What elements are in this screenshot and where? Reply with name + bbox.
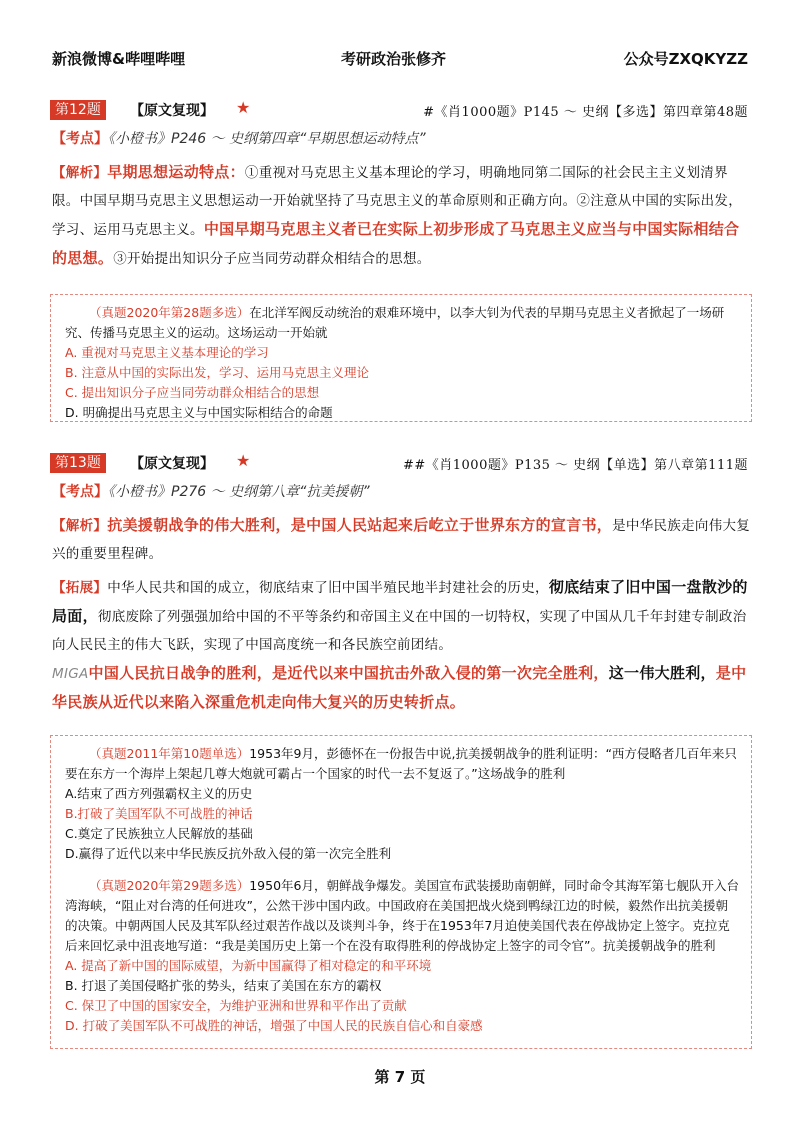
q12-option-c: C. 提出知识分子应当同劳动群众相结合的思想 (65, 385, 320, 400)
q13-box1-option-d: D.赢得了近代以来中华民族反抗外敌入侵的第一次完全胜利 (65, 846, 392, 861)
q13-question-box (50, 735, 752, 1049)
jiexi-part1: ①重视对马克思主义基本理论的学习，明确地同第二国际的社会民主主义划清界限。中国早期马克思主义思想运动一开始就坚持了马克思主义的革命原则和正确方向。②注意从中国的实际出发，学习、运用马克思主义。 (52, 165, 742, 238)
tuozhan-highlight-1: 中国人民抗日战争的胜利，是近代以来中国抗击外敌入侵的第一次完全胜利， (88, 664, 609, 682)
header-center: 考研政治张修齐 (341, 50, 447, 68)
kaodian-text: 《小橙书》P246 ～ 史纲第四章“早期思想运动特点” (108, 131, 426, 147)
q12-box-stem-text: 在北洋军阀反动统治的艰难环境中，以李大钊为代表的早期马克思主义者掀起了一场研究、传播马克思主义的运动。这场运动一开始就 (65, 305, 725, 340)
q13-box1-option-b: B.打破了美国军队不可战胜的神话 (65, 806, 253, 821)
tuozhan-highlight-2: 是中华民族从近代以来陷入深重危机走向伟大复兴的历史转折点。 (52, 664, 747, 711)
q13-box2-option-a: A. 提高了新中国的国际威望，为新中国赢得了相对稳定的和平环境 (65, 958, 432, 973)
q13-box1-src: （真题2011年第10题单选） (89, 746, 250, 761)
q13-box1-stem (65, 744, 739, 784)
q12-box-stem (65, 303, 739, 343)
tuozhan-part1: 中华人民共和国的成立，彻底结束了旧中国半殖民地半封建社会的历史， (107, 580, 549, 596)
q12-question-box (50, 294, 752, 422)
q12-option-d: D. 明确提出马克思主义与中国实际相结合的命题 (65, 405, 333, 420)
q12-jiexi (52, 158, 752, 273)
q13-title-row (50, 452, 106, 472)
q12-tag: 【原文复现】 (130, 103, 214, 119)
tuozhan-part2: 彻底废除了列强强加给中国的不平等条约和帝国主义在中国的一切特权，实现了中国从几千年封建专制政治向人民民主的伟大飞跃，实现了中国高度统一和各民族空前团结。 (52, 609, 747, 653)
q12-badge: 第12题 (50, 100, 106, 120)
kaodian-label: 【考点】 (52, 484, 108, 500)
q13-box2-option-b: B. 打退了美国侵略扩张的势头，结束了美国在东方的霸权 (65, 978, 382, 993)
jiexi-rest: 是中华民族走向伟大复兴的重要里程碑。 (52, 518, 751, 562)
q12-kaodian (52, 128, 426, 148)
star-icon: ★ (236, 98, 251, 117)
miga-watermark: MIGA (52, 666, 89, 682)
q12-option-a: A. 重视对马克思主义基本理论的学习 (65, 345, 269, 360)
q13-box2-option-c: C. 保卫了中国的国家安全，为维护亚洲和世界和平作出了贡献 (65, 998, 407, 1013)
q13-tag: 【原文复现】 (130, 456, 214, 472)
q13-box1-option-a: A.结束了西方列强霸权主义的历史 (65, 786, 253, 801)
q13-box2-stem (65, 876, 739, 956)
star-icon: ★ (236, 451, 251, 470)
q12-option-b: B. 注意从中国的实际出发，学习、运用马克思主义理论 (65, 365, 370, 380)
jiexi-label: 【解析】 (52, 165, 108, 181)
header-left: 新浪微博&哔哩哔哩 (52, 50, 186, 68)
jiexi-label: 【解析】 (52, 518, 108, 534)
page-number: 第 7 页 (374, 1068, 426, 1086)
tuozhan-label: 【拓展】 (52, 580, 108, 596)
q13-box1-option-c: C.奠定了民族独立人民解放的基础 (65, 826, 253, 841)
q13-box2-option-d: D. 打破了美国军队不可战胜的神话，增强了中国人民的民族自信心和自豪感 (65, 1018, 483, 1033)
q13-box2-src: （真题2020年第29题多选） (89, 878, 250, 893)
q13-box2-stem-text: 1950年6月，朝鲜战争爆发。美国宣布武装援助南朝鲜，同时命令其海军第七舰队开入台湾海峡，“阻止对台湾的任何进攻”，公然干涉中国内政。中国政府在美国把战火烧到鸭绿江边的时候，毅然作出抗美援朝的决策。中朝两国人民及其军队经过艰苦作战以及谈判斗争，终于在1953年7月迫使美国代表在停战协定上签字。克拉克后来回忆录中沮丧地写道：“我是美国历史上第一个在没有取得胜利的停战协定上签字的司令官”。抗美援朝战争的胜利 (65, 878, 739, 953)
q13-kaodian (52, 481, 370, 501)
q13-box1-stem-text: 1953年9月，彭德怀在一份报告中说,抗美援朝战争的胜利证明：“西方侵略者几百年来只要在东方一个海岸上架起几尊大炮就可霸占一个国家的时代一去不复返了。”这场战争的胜利 (65, 746, 737, 781)
q13-tuozhan (52, 573, 752, 717)
q12-source: #《肖1000题》P145 ～ 史纲【多选】第四章第48题 (423, 105, 748, 120)
q13-badge: 第13题 (50, 453, 106, 473)
jiexi-highlight: 中国早期马克思主义者已在实际上初步形成了马克思主义应当与中国实际相结合的思想。 (52, 220, 740, 267)
jiexi-part2: ③开始提出知识分子应当同劳动群众相结合的思想。 (113, 251, 431, 267)
header-right: 公众号ZXQKYZZ (623, 50, 748, 68)
tuozhan-mid: 这一伟大胜利， (608, 664, 716, 682)
q12-title-row (50, 99, 106, 119)
jiexi-title: 早期思想运动特点： (107, 163, 245, 181)
tuozhan-bold: 彻底结束了旧中国一盘散沙的局面， (52, 578, 748, 625)
kaodian-text: 《小橙书》P276 ～ 史纲第八章“抗美援朝” (108, 484, 370, 500)
kaodian-label: 【考点】 (52, 131, 108, 147)
q13-source: ##《肖1000题》P135 ～ 史纲【单选】第八章第111题 (402, 458, 748, 473)
q12-box-src: （真题2020年第28题多选） (89, 305, 250, 320)
q13-jiexi (52, 511, 752, 568)
jiexi-highlight: 抗美援朝战争的伟大胜利，是中国人民站起来后屹立于世界东方的宣言书， (107, 516, 613, 534)
